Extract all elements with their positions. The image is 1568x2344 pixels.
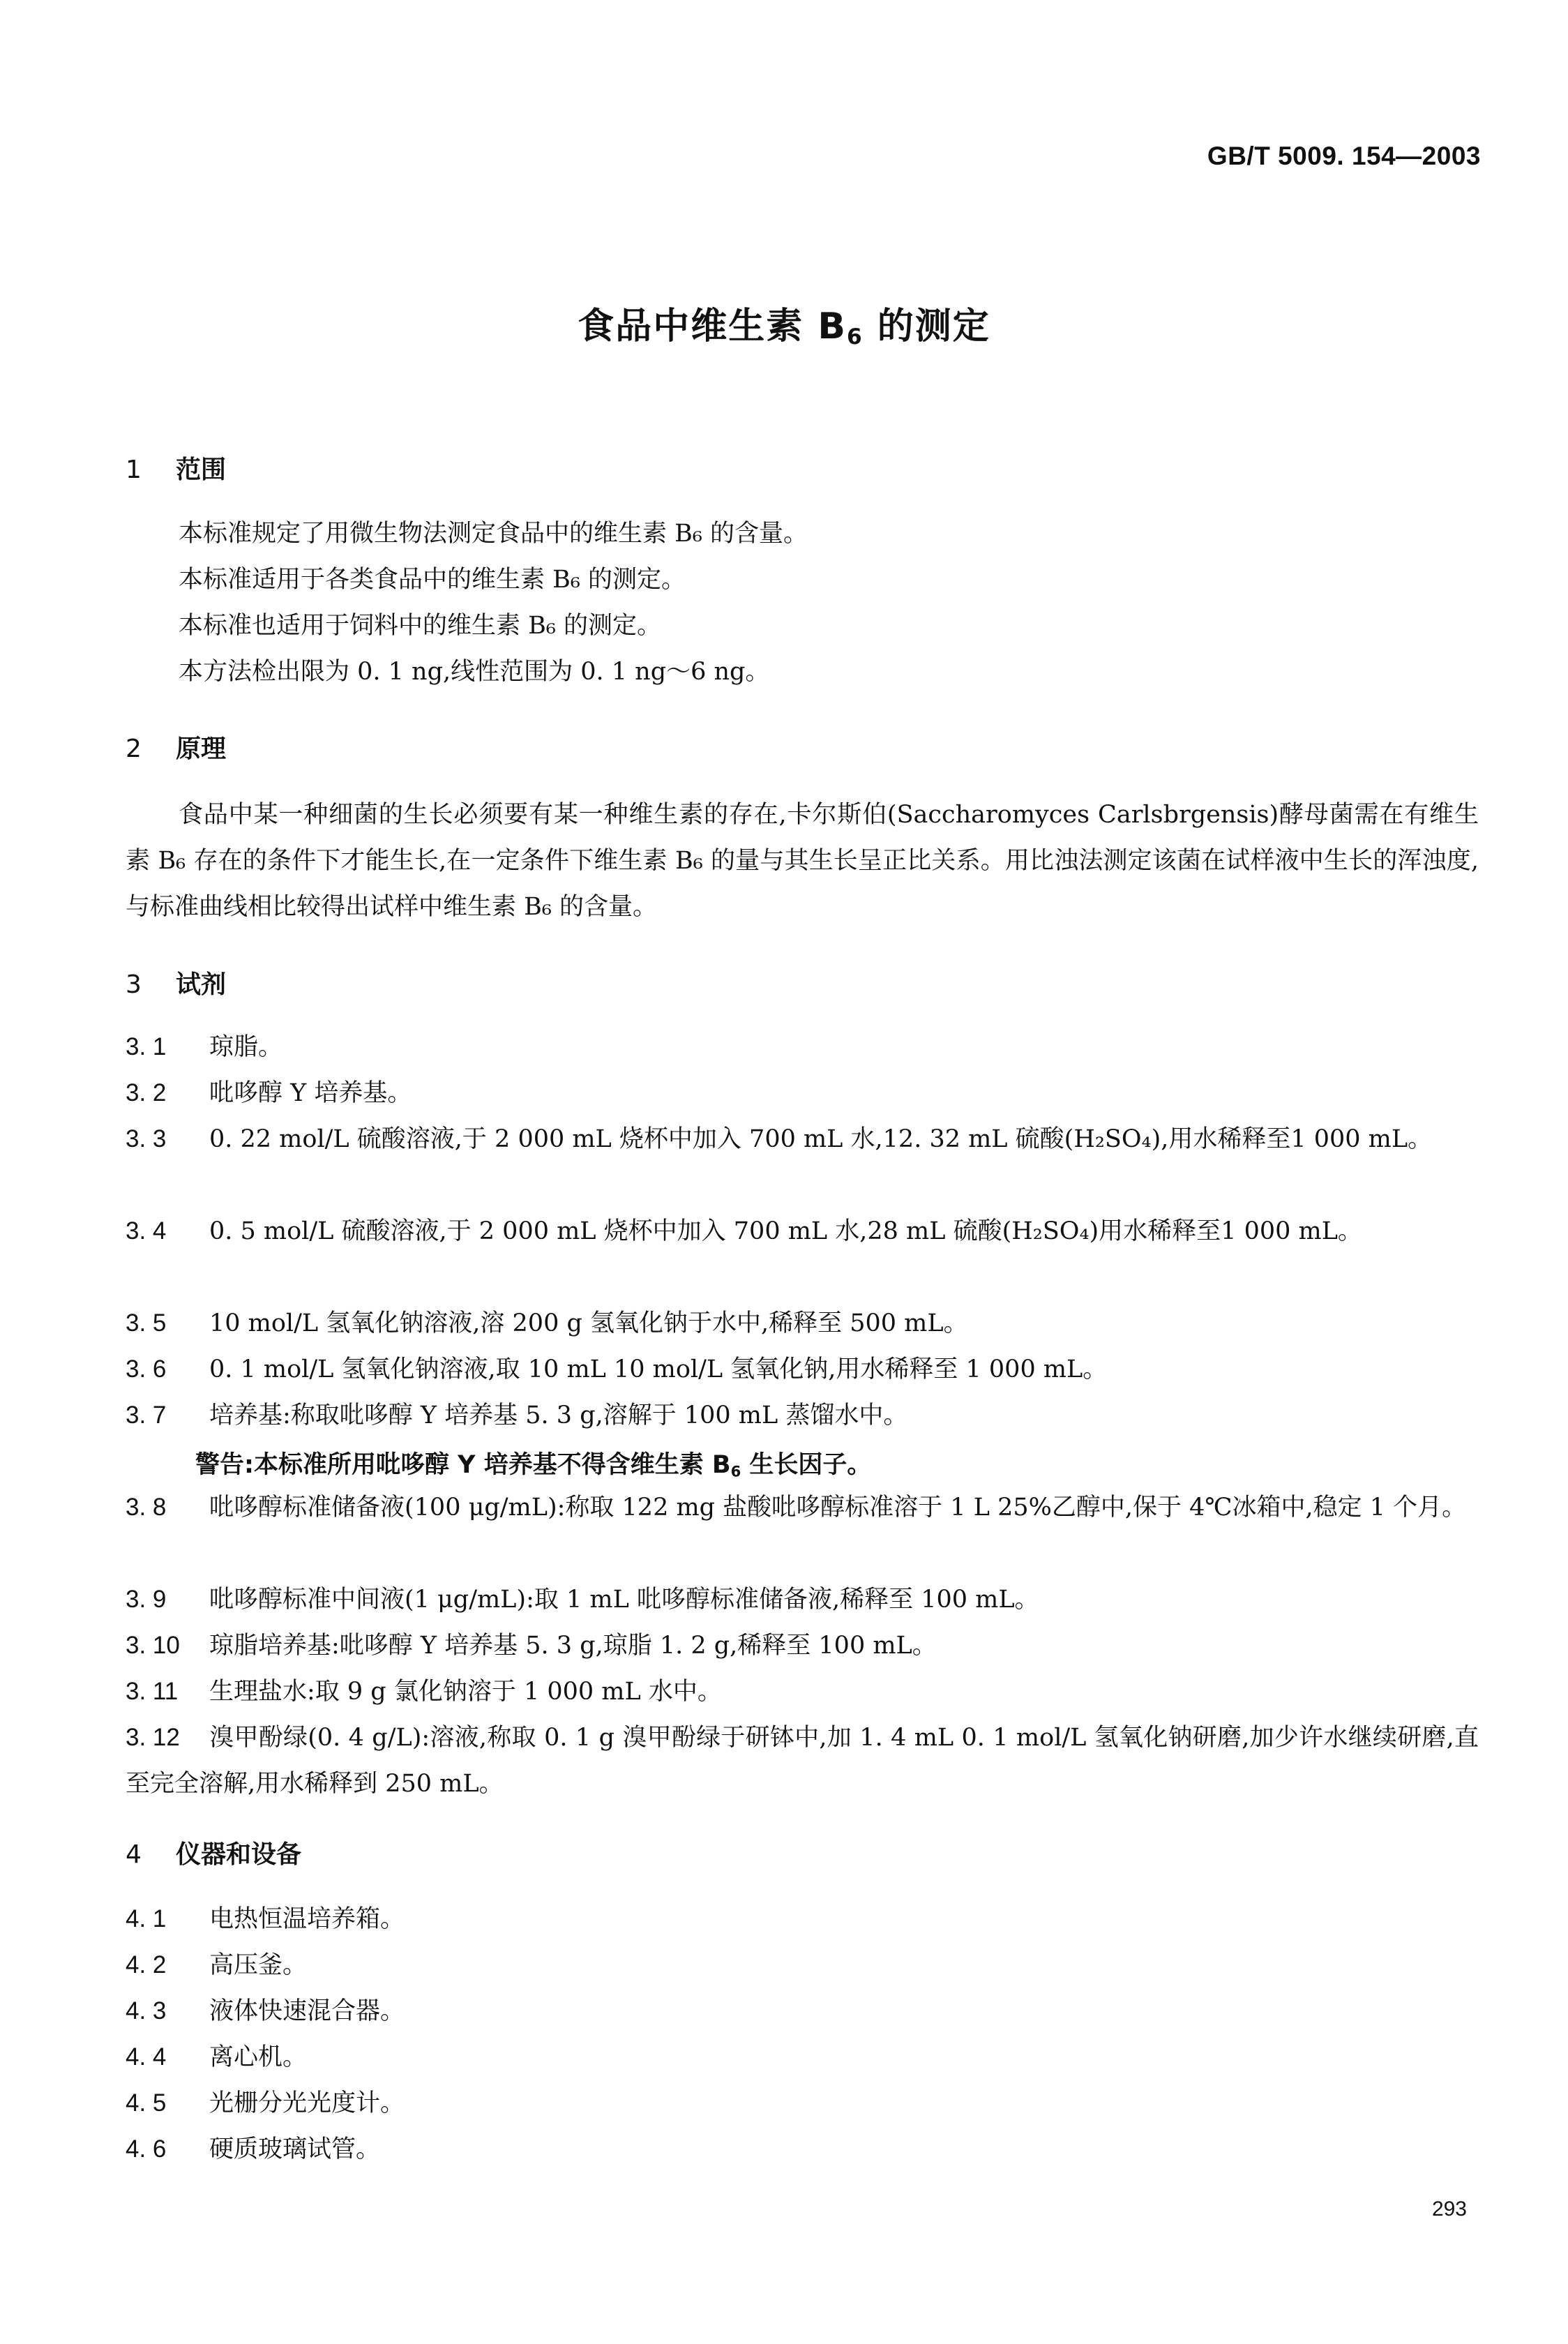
item-number: 3. 1	[126, 1033, 167, 1060]
reagent-item	[126, 1715, 1479, 1807]
reagent-item	[126, 1116, 1479, 1162]
page-title	[0, 296, 1568, 350]
warning-tail: 生长因子。	[741, 1451, 872, 1479]
item-number: 3. 3	[126, 1125, 167, 1152]
section-title: 原理	[176, 735, 227, 763]
item-text: 吡哆醇标准储备液(100 μg/mL):称取 122 mg 盐酸吡哆醇标准溶于 1 L 25%乙醇中,保于 4℃冰箱中,稳定 1 个月。	[209, 1494, 1467, 1522]
item-text: 10 mol/L 氢氧化钠溶液,溶 200 g 氢氧化钠于水中,稀释至 500 mL。	[209, 1309, 968, 1337]
item-number: 3. 7	[126, 1402, 167, 1429]
item-number: 3. 4	[126, 1217, 167, 1245]
item-text: 培养基:称取吡哆醇 Y 培养基 5. 3 g,溶解于 100 mL 蒸馏水中。	[209, 1402, 908, 1429]
item-text: 吡哆醇标准中间液(1 μg/mL):取 1 mL 吡哆醇标准储备液,稀释至 100 mL。	[209, 1586, 1039, 1614]
item-number: 3. 2	[126, 1079, 167, 1106]
item-text: 光栅分光光度计。	[209, 2089, 405, 2117]
section-number: 3	[126, 970, 142, 999]
item-number: 4. 3	[126, 1997, 167, 2024]
reagent-item	[126, 1577, 1479, 1623]
item-number: 4. 6	[126, 2135, 167, 2163]
title-subscript: 6	[846, 324, 864, 350]
reagent-item	[126, 1623, 1479, 1669]
warning-note	[195, 1445, 871, 1480]
section-number: 4	[126, 1840, 142, 1869]
item-text: 硬质玻璃试管。	[209, 2135, 381, 2163]
item-number: 4. 5	[126, 2089, 167, 2117]
reagent-item	[126, 1669, 1479, 1715]
section-heading-equipment	[126, 1835, 301, 1870]
warning-subscript: 6	[730, 1463, 741, 1480]
item-text: 液体快速混合器。	[209, 1997, 405, 2025]
item-text: 吡哆醇 Y 培养基。	[209, 1079, 412, 1107]
equipment-item	[126, 1988, 1479, 2034]
item-number: 3. 9	[126, 1586, 167, 1613]
item-number: 3. 5	[126, 1309, 167, 1337]
item-number: 3. 6	[126, 1355, 167, 1383]
principle-paragraph: 食品中某一种细菌的生长必须要有某一种维生素的存在,卡尔斯伯(Saccharomyces Carlsbrgensis)酵母菌需在有维生素 B₆ 存在的条件下才能生长,在一定条件下维生素 B₆ 的量与其生长呈正比关系。用比浊法测定该菌在试样液中生长的浑浊度,与标准曲线相比较得出试样中维生素 B₆ 的含量。	[126, 801, 1479, 921]
reagent-item	[126, 1070, 1479, 1116]
item-text: 0. 22 mol/L 硫酸溶液,于 2 000 mL 烧杯中加入 700 mL 水,12. 32 mL 硫酸(H₂SO₄),用水稀释至1 000 mL。	[209, 1125, 1433, 1153]
reagent-item	[126, 1392, 1479, 1438]
item-text: 电热恒温培养箱。	[209, 1905, 405, 1933]
reagent-item	[126, 1208, 1479, 1254]
section-heading-principle	[126, 729, 226, 765]
scope-paragraph-4: 本方法检出限为 0. 1 ng,线性范围为 0. 1 ng～6 ng。	[179, 658, 770, 686]
section-number: 2	[126, 735, 142, 763]
item-number: 4. 1	[126, 1905, 167, 1932]
title-tail: 的测定	[863, 306, 990, 347]
reagent-item	[126, 1024, 1479, 1070]
reagent-item	[126, 1485, 1479, 1531]
item-number: 3. 11	[126, 1678, 179, 1705]
section-title: 范围	[176, 456, 227, 484]
warning-main: 警告:本标准所用吡哆醇 Y 培养基不得含维生素 B	[195, 1451, 731, 1479]
section-heading-reagents	[126, 965, 226, 1000]
equipment-item	[126, 1942, 1479, 1988]
section-title: 试剂	[176, 970, 227, 999]
reagent-item	[126, 1300, 1479, 1346]
item-text: 琼脂。	[209, 1033, 283, 1061]
item-text: 溴甲酚绿(0. 4 g/L):溶液,称取 0. 1 g 溴甲酚绿于研钵中,加 1. 4 mL 0. 1 mol/L 氢氧化钠研磨,加少许水继续研磨,直至完全溶解,用水稀释到 250 mL。	[126, 1724, 1479, 1798]
standard-code: GB/T 5009. 154—2003	[1207, 142, 1481, 170]
scope-paragraph-3: 本标准也适用于饲料中的维生素 B₆ 的测定。	[179, 612, 662, 640]
equipment-item	[126, 1896, 1479, 1942]
section-title: 仪器和设备	[176, 1840, 302, 1869]
reagent-item	[126, 1346, 1479, 1392]
equipment-item	[126, 2080, 1479, 2126]
item-text: 高压釜。	[209, 1951, 308, 1979]
section-heading-scope	[126, 450, 226, 486]
item-number: 4. 4	[126, 2043, 167, 2071]
item-text: 琼脂培养基:吡哆醇 Y 培养基 5. 3 g,琼脂 1. 2 g,稀释至 100 mL。	[209, 1632, 937, 1660]
item-text: 离心机。	[209, 2043, 308, 2071]
equipment-item	[126, 2126, 1479, 2172]
item-text: 0. 5 mol/L 硫酸溶液,于 2 000 mL 烧杯中加入 700 mL 水,28 mL 硫酸(H₂SO₄)用水稀释至1 000 mL。	[209, 1217, 1362, 1245]
item-number: 4. 2	[126, 1951, 167, 1978]
scope-paragraph-2: 本标准适用于各类食品中的维生素 B₆ 的测定。	[179, 566, 686, 594]
item-number: 3. 12	[126, 1724, 180, 1751]
item-number: 3. 10	[126, 1632, 180, 1659]
scope-paragraph-1: 本标准规定了用微生物法测定食品中的维生素 B₆ 的含量。	[179, 520, 808, 548]
item-number: 3. 8	[126, 1494, 167, 1521]
page-number: 293	[1431, 2198, 1467, 2221]
equipment-item	[126, 2034, 1479, 2080]
item-text: 生理盐水:取 9 g 氯化钠溶于 1 000 mL 水中。	[209, 1678, 722, 1706]
section-number: 1	[126, 456, 142, 484]
title-main: 食品中维生素 B	[578, 306, 847, 347]
item-text: 0. 1 mol/L 氢氧化钠溶液,取 10 mL 10 mol/L 氢氧化钠,用水稀释至 1 000 mL。	[209, 1355, 1108, 1383]
